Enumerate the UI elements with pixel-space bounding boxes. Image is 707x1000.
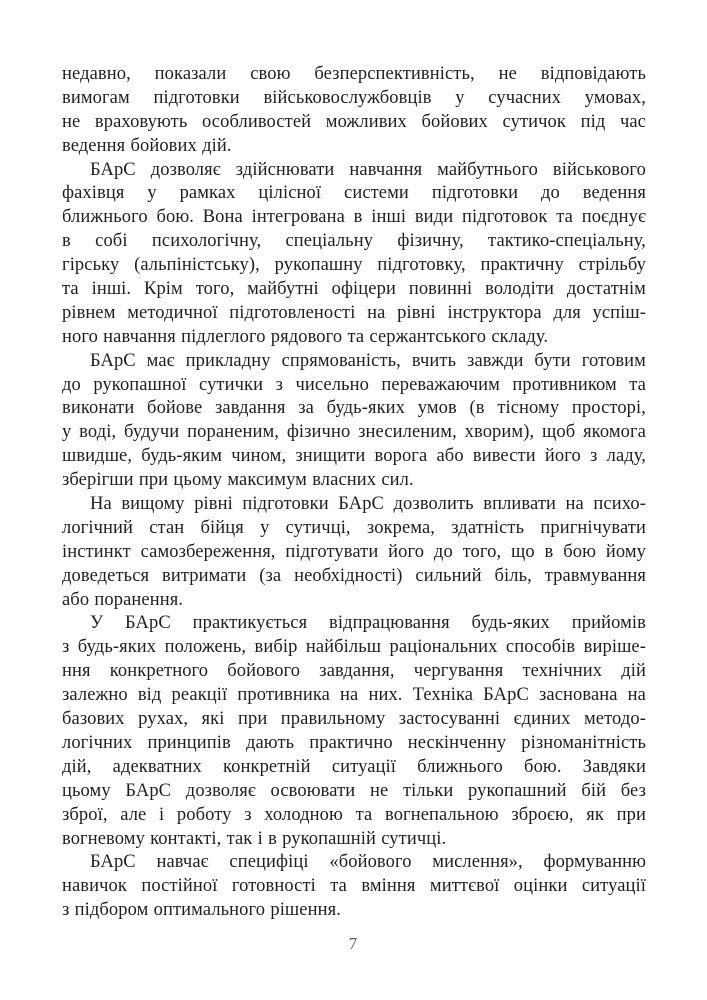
text-line: зберігши при цьому максимум власних сил. <box>62 470 414 491</box>
paragraph <box>62 493 646 612</box>
paragraph <box>62 63 646 159</box>
text-line: в собі психологічну, спеціальну фізичну, тактико-спеціальну, <box>62 231 646 252</box>
text-line: інстинкт самозбереження, підготувати його до того, що в бою йому <box>62 541 646 562</box>
text-line: логічних принципів дають практично нескінченну різноманітність <box>62 732 646 753</box>
text-line: фахівця у рамках цілісної системи підготовки до ведення <box>62 183 646 204</box>
text-line: доведеться витримати (за необхідності) сильний біль, травмування <box>62 565 646 586</box>
text-line: дій, адекватних конкретній ситуації ближнього бою. Завдяки <box>62 756 646 777</box>
text-line: та інші. Крім того, майбутні офіцери повинні володіти достатнім <box>62 279 646 300</box>
text-line: БАрС дозволяє здійснювати навчання майбутнього військового <box>90 159 646 180</box>
text-line: ближнього бою. Вона інтегрована в інші види підготовок та поєднує <box>62 207 646 228</box>
text-line: залежно від реакції противника на них. Техніка БАрС заснована на <box>62 685 646 706</box>
text-line: з підбором оптимального рішення. <box>62 900 341 921</box>
paragraph <box>62 159 646 350</box>
text-line: виконати бойове завдання за будь-яких умов (в тісному просторі, <box>62 398 646 419</box>
text-block <box>62 63 646 923</box>
text-line: гірську (альпіністську), рукопашну підготовку, практичну стрільбу <box>62 255 646 276</box>
text-line: ведення бойових дій. <box>62 135 232 156</box>
text-line: з будь-яких положень, вибір найбільш раціональних способів виріше- <box>62 637 646 658</box>
text-line: ного навчання підлеглого рядового та сержантського складу. <box>62 326 549 347</box>
text-line: вогневому контакті, так і в рукопашній сутичці. <box>62 828 447 849</box>
text-line: швидше, будь-яким чином, знищити ворога або вивести його з ладу, <box>62 446 646 467</box>
text-line: навичок постійної готовності та вміння миттєвої оцінки ситуації <box>62 876 646 897</box>
text-line: або поранення. <box>62 589 184 610</box>
text-line: базових рухах, які при правильному застосуванні єдиних методо- <box>62 709 646 730</box>
text-line: вимогам підготовки військовослужбовців у сучасних умовах, <box>62 87 646 108</box>
text-line: БАрС навчає специфіці «бойового мислення», формуванню <box>90 852 646 873</box>
text-line: недавно, показали свою безперспективність, не відповідають <box>62 64 646 84</box>
text-line: цьому БАрС дозволяє освоювати не тільки рукопашний бій без <box>62 780 646 801</box>
paragraph <box>62 350 646 493</box>
text-line: ння конкретного бойового завдання, чергування технічних дій <box>62 661 646 682</box>
text-line: логічний стан бійця у сутичці, зокрема, здатність пригнічувати <box>62 517 646 538</box>
text-line: У БАрС практикується відпрацювання будь-яких прийомів <box>90 613 646 634</box>
text-line: На вищому рівні підготовки БАрС дозволить впливати на психо- <box>90 494 646 515</box>
text-line: не враховують особливостей можливих бойових сутичок під час <box>62 111 646 132</box>
text-line: у воді, будучи пораненим, фізично знесиленим, хворим), щоб якомога <box>62 422 646 443</box>
paragraph <box>62 851 646 923</box>
text-line: рівнем методичної підготовленості на рівні інструктора для успіш- <box>62 302 646 323</box>
paragraph <box>62 612 646 851</box>
text-line: до рукопашної сутички з чисельно переважаючим противником та <box>62 374 646 395</box>
page-number: 7 <box>348 934 359 953</box>
text-line: зброї, але і роботу з холодною та вогнепальною зброєю, як при <box>62 804 646 825</box>
text-line: БАрС має прикладну спрямованість, вчить завжди бути готовим <box>90 350 646 371</box>
